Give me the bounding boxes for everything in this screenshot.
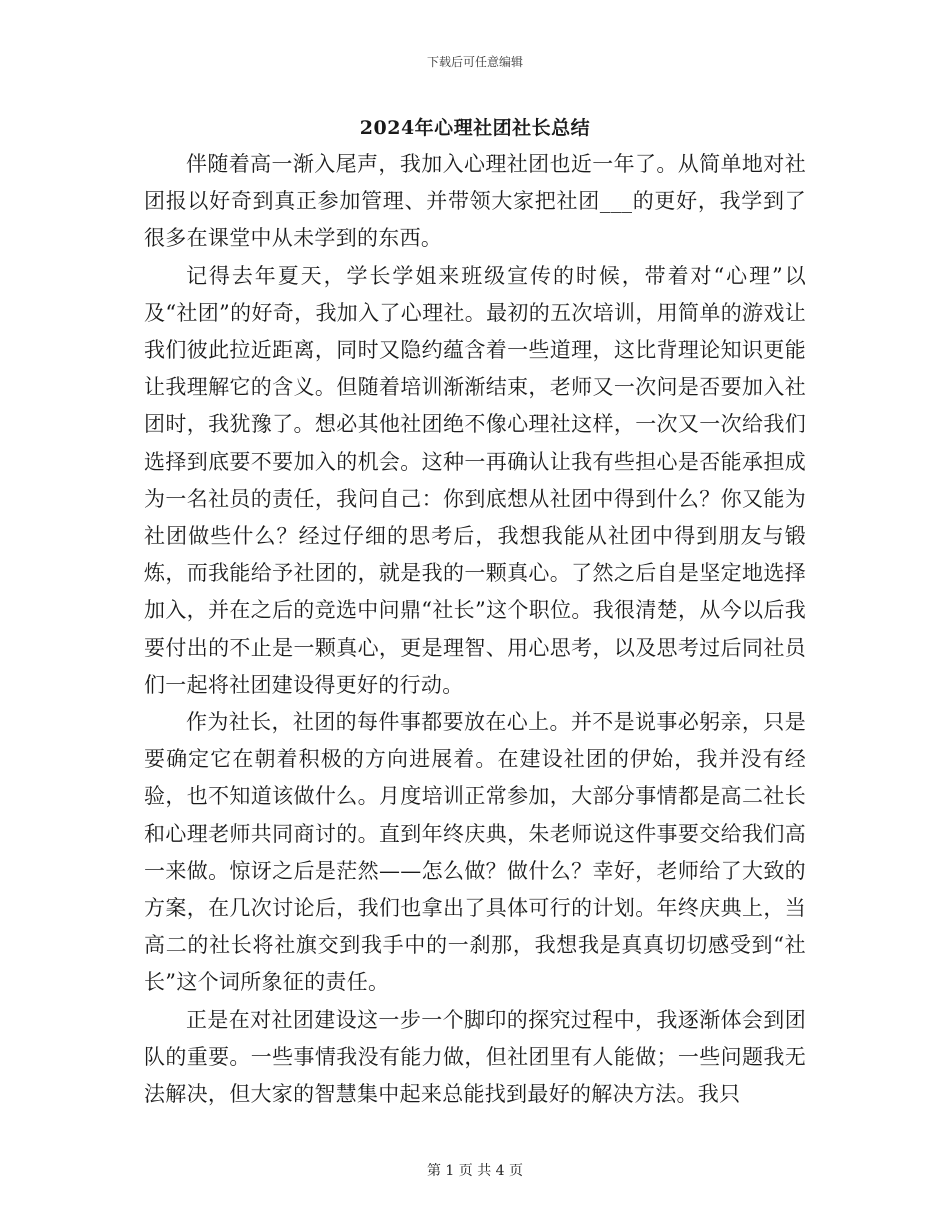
- paragraph: 记得去年夏天，学长学姐来班级宣传的时候，带着对“心理”以及“社团”的好奇，我加入了心理社。最初的五次培训，用简单的游戏让我们彼此拉近距离，同时又隐约蕴含着一些道理，这比背理论知识更能让我理解它的含义。但随着培训渐渐结束，老师又一次问是否要加入社团时，我犹豫了。想必其他社团绝不像心理社这样，一次又一次给我们选择到底要不要加入的机会。这种一再确认让我有些担心是否能承担成为一名社员的责任，我问自己：你到底想从社团中得到什么？你又能为社团做些什么？经过仔细的思考后，我想我能从社团中得到朋友与锻炼，而我能给予社团的，就是我的一颗真心。了然之后自是坚定地选择加入，并在之后的竞选中问鼎“社长”这个职位。我很清楚，从今以后我要付出的不止是一颗真心，更是理智、用心思考，以及思考过后同社员们一起将社团建设得更好的行动。: [144, 263, 806, 697]
- document-title: 2024年心理社团社长总结: [359, 117, 591, 139]
- document-body: [144, 146, 806, 1113]
- header-note: 下载后可任意编辑: [426, 55, 523, 69]
- paragraph: 伴随着高一渐入尾声，我加入心理社团也近一年了。从简单地对社团报以好奇到真正参加管理、并带领大家把社团___的更好，我学到了很多在课堂中从未学到的东西。: [144, 152, 806, 251]
- paragraph: 正是在对社团建设这一步一个脚印的探究过程中，我逐渐体会到团队的重要。一些事情我没有能力做，但社团里有人能做；一些问题我无法解决，但大家的智慧集中起来总能找到最好的解决方法。我只: [144, 1007, 806, 1107]
- page-footer: 第 1 页 共 4 页: [426, 1163, 524, 1179]
- paragraph: 作为社长，社团的每件事都要放在心上。并不是说事必躬亲，只是要确定它在朝着积极的方向进展着。在建设社团的伊始，我并没有经验，也不知道该做什么。月度培训正常参加，大部分事情都是高二社长和心理老师共同商讨的。直到年终庆典，朱老师说这件事要交给我们高一来做。惊讶之后是茫然——怎么做？做什么？幸好，老师给了大致的方案，在几次讨论后，我们也拿出了具体可行的计划。年终庆典上，当高二的社长将社旗交到我手中的一刹那，我想我是真真切切感受到“社长”这个词所象征的责任。: [144, 710, 806, 995]
